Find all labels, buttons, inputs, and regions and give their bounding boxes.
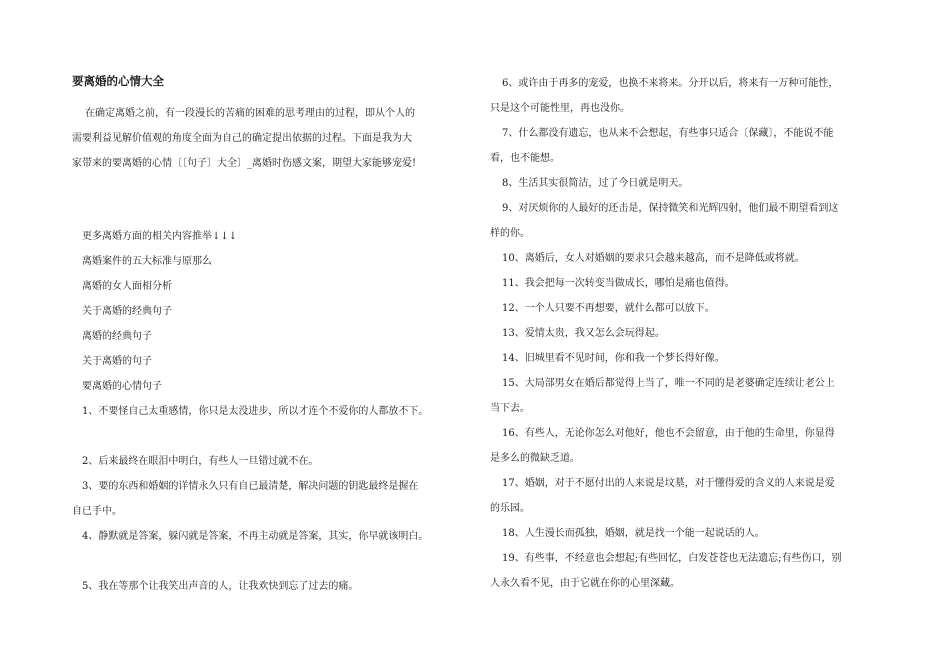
quote-item-5: 5、我在等那个让我笑出声音的人，让我欢快到忘了过去的痛。: [82, 581, 359, 592]
quote-item-6: 6、或许由于再多的宠爱，也换不来将来。分开以后，将来有一万种可能性，: [502, 78, 839, 89]
quote-item-2: 2、后来最终在眼泪中明白，有些人一旦错过就不在。: [82, 456, 319, 467]
recommend-link[interactable]: 离婚的经典句子: [82, 331, 152, 342]
intro-line: 需要利益见解价值观的角度全面为自己的确定提出依据的过程。下面是我为大: [72, 133, 412, 144]
quote-item-17: 17、婚姻，对于不愿付出的人来说是坟墓，对于懂得爱的含义的人来说是爱: [502, 478, 835, 489]
quote-item-1: 1、不要怪自己太重感情，你只是太没进步，所以才连个不爱你的人都放不下。: [82, 406, 429, 417]
recommend-header: 更多离婚方面的相关内容推举↓↓↓: [82, 231, 238, 242]
recommend-link[interactable]: 关于离婚的经典句子: [82, 306, 172, 317]
quote-item-16: 16、有些人，无论你怎么对他好，他也不会留意，由于他的生命里，你显得: [502, 428, 835, 439]
quote-item-7-cont: 看，也不能想。: [490, 153, 560, 164]
quote-item-15: 15、大局部男女在婚后都觉得上当了，唯一不同的是老婆确定连续让老公上: [502, 378, 835, 389]
quote-item-9-cont: 样的你。: [490, 228, 530, 239]
recommend-link[interactable]: 离婚案件的五大标准与原那么: [82, 256, 212, 267]
recommend-link[interactable]: 离婚的女人面相分析: [82, 281, 172, 292]
quote-item-19: 19、有些事，不经意也会想起;有些回忆，白发苍苍也无法遗忘;有些伤口，别: [502, 553, 842, 564]
quote-item-3-cont: 自已手中。: [72, 506, 122, 517]
quote-item-9: 9、对厌烦你的人最好的还击是，保持微笑和光辉四射，他们最不期望看到这: [502, 203, 839, 214]
quote-item-17-cont: 的乐园。: [490, 503, 530, 514]
intro-line: 在确定离婚之前，有一段漫长的苦痛的困难的思考理由的过程，即从个人的: [85, 108, 415, 119]
document-title: 要离婚的心情大全: [72, 74, 164, 88]
quote-item-6-cont: 只是这个可能性里，再也没你。: [490, 103, 630, 114]
quote-item-3: 3、要的东西和婚姻的详情永久只有自已最清楚，解决问题的钥匙最终是握在: [82, 481, 419, 492]
quote-item-7: 7、什么都没有遗忘，也从来不会想起，有些事只适合〔保藏〕，不能说不能: [502, 128, 834, 139]
intro-paragraph: [72, 101, 472, 176]
quote-item-11: 11、我会把每一次转变当做成长，哪怕是痛也值得。: [502, 278, 735, 289]
quote-item-8: 8、生活其实很简洁，过了今日就是明天。: [502, 178, 689, 189]
quote-item-18: 18、人生漫长而孤独，婚姻，就是找一个能一起说话的人。: [502, 528, 765, 539]
recommend-link[interactable]: 关于离婚的句子: [82, 356, 152, 367]
quote-item-16-cont: 是多么的微缺乏道。: [490, 453, 580, 464]
quote-item-12: 12、一个人只要不再想要，就什么都可以放下。: [502, 303, 715, 314]
quote-item-10: 10、离婚后，女人对婚姻的要求只会越来越高，而不是降低或将就。: [502, 253, 805, 264]
quote-item-14: 14、旧城里看不见时间，你和我一个梦长得好像。: [502, 353, 725, 364]
quote-item-15-cont: 当下去。: [490, 403, 530, 414]
quote-item-19-cont: 人永久看不见，由于它就在你的心里深藏。: [490, 578, 680, 589]
recommend-link[interactable]: 要离婚的心情句子: [82, 381, 162, 392]
quote-item-4: 4、静默就是答案，躲闪就是答案，不再主动就是答案，其实，你早就该明白。: [82, 531, 429, 542]
intro-line: 家带来的要离婚的心情〔〔句子〕大全〕_离婚时伤感文案，期望大家能够宠爱!: [72, 158, 417, 169]
quote-item-13: 13、爱情太贵，我又怎么会玩得起。: [502, 328, 665, 339]
